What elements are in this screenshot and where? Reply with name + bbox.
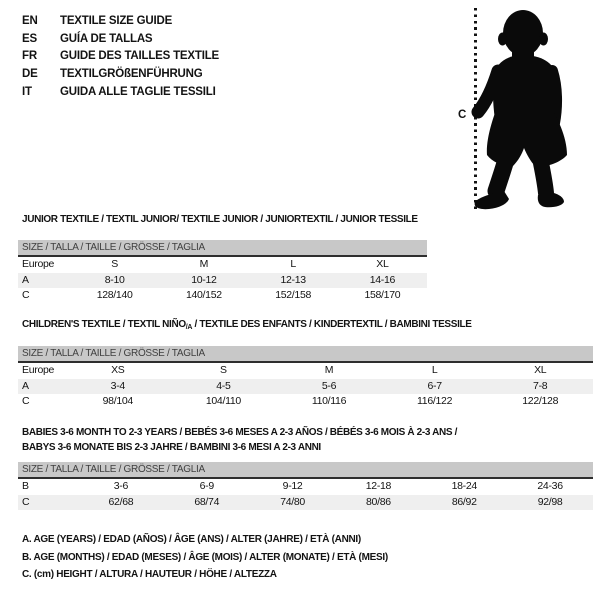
table-cell: 98/104 [102,395,133,407]
language-code: IT [22,85,32,98]
table-cell: 92/98 [537,495,563,508]
footnote: C. (cm) HEIGHT / ALTURA / HAUTEUR / HÖHE / ALTEZZA [22,569,277,580]
table-row [18,394,593,410]
table-cell: 110/116 [311,395,347,407]
table-cell: 158/170 [364,289,401,301]
table-cell: 122/128 [522,395,559,407]
baby-silhouette-icon [465,5,595,215]
table-row [18,288,427,304]
table-cell: M [199,258,209,270]
language-code: ES [22,32,37,45]
language-row [22,66,219,84]
table-cell: 140/152 [185,289,222,301]
baby-figure [450,5,595,217]
language-code: EN [22,15,38,27]
size-table [18,257,427,304]
title-part: CHILDREN'S TEXTILE / TEXTIL NIÑO [22,319,186,330]
table-cell: S [220,364,227,376]
table-cell: XS [111,364,125,376]
language-row [22,13,219,31]
row-label: B [22,480,29,492]
section-junior [18,213,427,304]
footnote: A. AGE (YEARS) / EDAD (AÑOS) / ÂGE (ANS) / ALTER (JAHRE) / ETÀ (ANNI) [22,534,361,545]
table-row [18,363,593,379]
table-cell: XL [376,258,389,270]
language-row [22,31,219,49]
row-label: A [22,379,29,392]
size-header-bar: SIZE / TALLA / TAILLE / GRÖSSE / TAGLIA [18,346,593,363]
footnote: B. AGE (MONTHS) / EDAD (MESES) / ÂGE (MOIS) / ALTER (MONATE) / ETÀ (MESI) [22,551,388,563]
row-label: C [22,289,30,301]
table-cell: XL [534,364,547,376]
table-row [18,379,593,395]
table-cell: 12-18 [365,480,392,492]
table-cell: 9-12 [282,480,303,492]
section-title [22,318,593,332]
footnotes [22,531,388,584]
table-cell: 24-36 [537,480,563,492]
row-label: Europe [22,258,55,270]
table-row [18,257,427,273]
table-cell: 7-8 [533,379,548,392]
title-line: BABIES 3-6 MONTH TO 2-3 YEARS / BEBÉS 3-6 MESES A 2-3 AÑOS / BÉBÉS 3-6 MOIS À 2-3 ANS / [22,427,458,438]
language-title: TEXTILGRÖßENFÜHRUNG [60,68,203,81]
language-row [22,48,219,66]
table-cell: 14-16 [369,273,396,286]
language-title: GUIDA ALLE TAGLIE TESSILI [60,85,216,98]
table-cell: 5-6 [321,379,337,392]
height-measure-label: C [458,109,467,121]
section-children [18,318,593,410]
row-label: C [22,395,30,407]
table-cell: 18-24 [451,480,477,492]
title-part: / TEXTILE DES ENFANTS / KINDERTEXTIL / BAMBINI TESSILE [192,319,472,330]
size-header-bar: SIZE / TALLA / TAILLE / GRÖSSE / TAGLIA [18,462,593,479]
table-cell: 3-4 [110,379,125,392]
language-title: GUIDE DES TAILLES TEXTILE [60,50,219,63]
title-part-subscript: /A [185,324,193,331]
language-list [22,13,219,102]
table-cell: 128/140 [96,289,133,301]
table-row [18,273,427,289]
language-code: FR [22,50,37,63]
size-header-bar: SIZE / TALLA / TAILLE / GRÖSSE / TAGLIA [18,240,427,257]
table-cell: 10-12 [191,273,217,286]
table-cell: 116/122 [417,395,453,407]
table-cell: 3-6 [113,480,129,492]
table-cell: 68/74 [194,495,220,508]
table-cell: 152/158 [275,289,312,301]
table-cell: L [431,364,438,376]
size-table [18,479,593,510]
table-cell: 8-10 [104,273,125,286]
language-title: TEXTILE SIZE GUIDE [60,15,173,27]
table-cell: 80/86 [366,495,391,508]
table-row [18,495,593,511]
table-cell: 104/110 [205,395,241,407]
table-cell: M [324,364,334,376]
section-babies [18,425,593,510]
table-cell: 86/92 [451,495,477,508]
row-label: Europe [22,364,55,376]
row-label: C [22,495,30,508]
table-cell: L [290,258,296,270]
section-title: JUNIOR TEXTILE / TEXTIL JUNIOR/ TEXTILE JUNIOR / JUNIORTEXTIL / JUNIOR TESSILE [22,214,418,225]
row-label: A [22,273,29,286]
language-code: DE [22,68,38,81]
language-row [22,84,219,102]
section-title [22,425,593,455]
size-table [18,363,593,410]
table-cell: S [111,258,118,270]
table-cell: 12-13 [280,273,306,286]
table-cell: 74/80 [280,495,305,508]
table-cell: 6-9 [199,480,214,492]
table-cell: 6-7 [427,379,442,392]
table-cell: 4-5 [216,379,231,392]
title-line: BABYS 3-6 MONATE BIS 2-3 JAHRE / BAMBINI 3-6 MESI A 2-3 ANNI [22,442,321,453]
table-cell: 62/68 [108,495,134,508]
language-title: GUÍA DE TALLAS [60,32,153,45]
table-row [18,479,593,495]
